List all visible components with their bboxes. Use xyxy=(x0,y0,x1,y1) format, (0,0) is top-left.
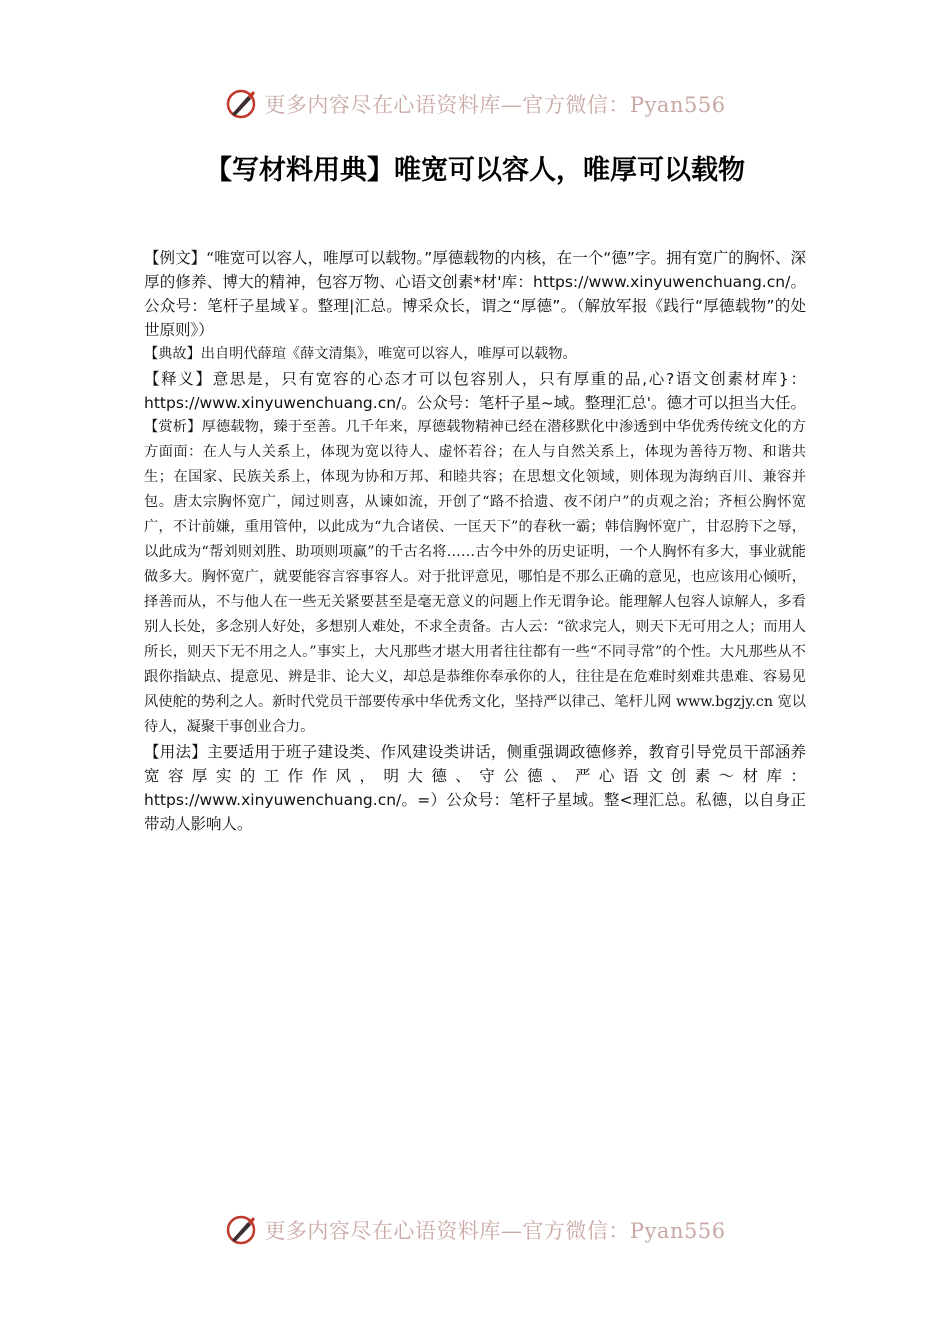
allusion-text: 出自明代薛瑄《薛文清集》，唯宽可以容人，唯厚可以载物。 xyxy=(200,346,577,362)
header-banner-text: 更多内容尽在心语资料库—官方微信：Pyan556 xyxy=(264,93,726,117)
pen-nib-logo-icon xyxy=(224,87,258,121)
pen-nib-logo-icon xyxy=(224,1213,258,1247)
example-tag: 【例文】 xyxy=(144,249,207,267)
example-paragraph xyxy=(144,246,806,342)
page-title: 【写材料用典】唯宽可以容人，唯厚可以载物 xyxy=(205,155,745,186)
example-text: “唯宽可以容人，唯厚可以载物。”厚德载物的内核，在一个“德”字。拥有宽广的胸怀、深厚的修养、博大的精神，包容万物、心语文创素*材'库：https://www.xinyuwenchuang.cn/。公众号：笔杆子星域￥。整理|汇总。博采众长，谓之“厚德”。（解放军报《践行“厚德载物”的处世原则》） xyxy=(144,249,806,339)
appreciation-paragraph xyxy=(144,415,806,740)
meaning-paragraph xyxy=(144,367,806,415)
meaning-tag: 【释义】 xyxy=(144,370,213,388)
usage-tag: 【用法】 xyxy=(144,743,208,761)
appreciation-text: 厚德载物，臻于至善。几千年来，厚德载物精神已经在潜移默化中渗透到中华优秀传统文化的方方面面：在人与人关系上，体现为宽以待人、虚怀若谷；在人与自然关系上，体现为善待万物、和谐共生；在国家、民族关系上，体现为协和万邦、和睦共容；在思想文化领域，则体现为海纳百川、兼容并包。唐太宗胸怀宽广，闻过则喜，从谏如流，开创了“路不拾遗、夜不闭户”的贞观之治；齐桓公胸怀宽广，不计前嫌，重用管仲，以此成为“九合诸侯、一匡天下”的春秋一霸；韩信胸怀宽广，甘忍胯下之辱，以此成为“帮刘则刘胜、助项则项赢”的千古名将……古今中外的历史证明，一个人胸怀有多大，事业就能做多大。胸怀宽广，就要能容言容事容人。对于批评意见，哪怕是不那么正确的意见，也应该用心倾听，择善而从，不与他人在一些无关紧要甚至是毫无意义的问题上作无谓争论。能理解人包容人谅解人，多看别人长处，多念别人好处，多想别人难处，不求全责备。古人云：“欲求完人，则天下无可用之人；而用人所长，则天下无不用之人。”事实上，大凡那些才堪大用者往往都有一些“不同寻常”的个性。大凡那些从不跟你指缺点、提意见、辨是非、论大义，却总是恭维你奉承你的人，往往是在危难时刻难共患难、容易见风使舵的势利之人。新时代党员干部要传承中华优秀文化，坚持严以律己、笔杆儿网 www.bgzjy.cn 宽以待人，凝聚干事创业合力。 xyxy=(144,419,806,735)
usage-paragraph xyxy=(144,740,806,836)
header-banner xyxy=(0,84,950,124)
allusion-paragraph xyxy=(144,342,806,367)
allusion-tag: 【典故】 xyxy=(144,346,201,362)
appreciation-tag: 【赏析】 xyxy=(144,419,202,435)
usage-text: 主要适用于班子建设类、作风建设类讲话，侧重强调政德修养，教育引导党员干部涵养宽容厚实的工作作风，明大德、守公德、严心语文创素～材库：https://www.xinyuwenchuang.cn/。=）公众号：笔杆子星域。整<理汇总。私德，以自身正带动人影响人。 xyxy=(144,743,806,833)
article-body xyxy=(144,246,806,836)
footer-banner xyxy=(0,1210,950,1250)
footer-banner-text: 更多内容尽在心语资料库—官方微信：Pyan556 xyxy=(264,1219,726,1243)
meaning-text: 意思是，只有宽容的心态才可以包容别人，只有厚重的品,心?语文创素材库}：https://www.xinyuwenchuang.cn/。公众号：笔杆子星~域。整理汇总'。德才可以担当大任。 xyxy=(144,370,807,412)
